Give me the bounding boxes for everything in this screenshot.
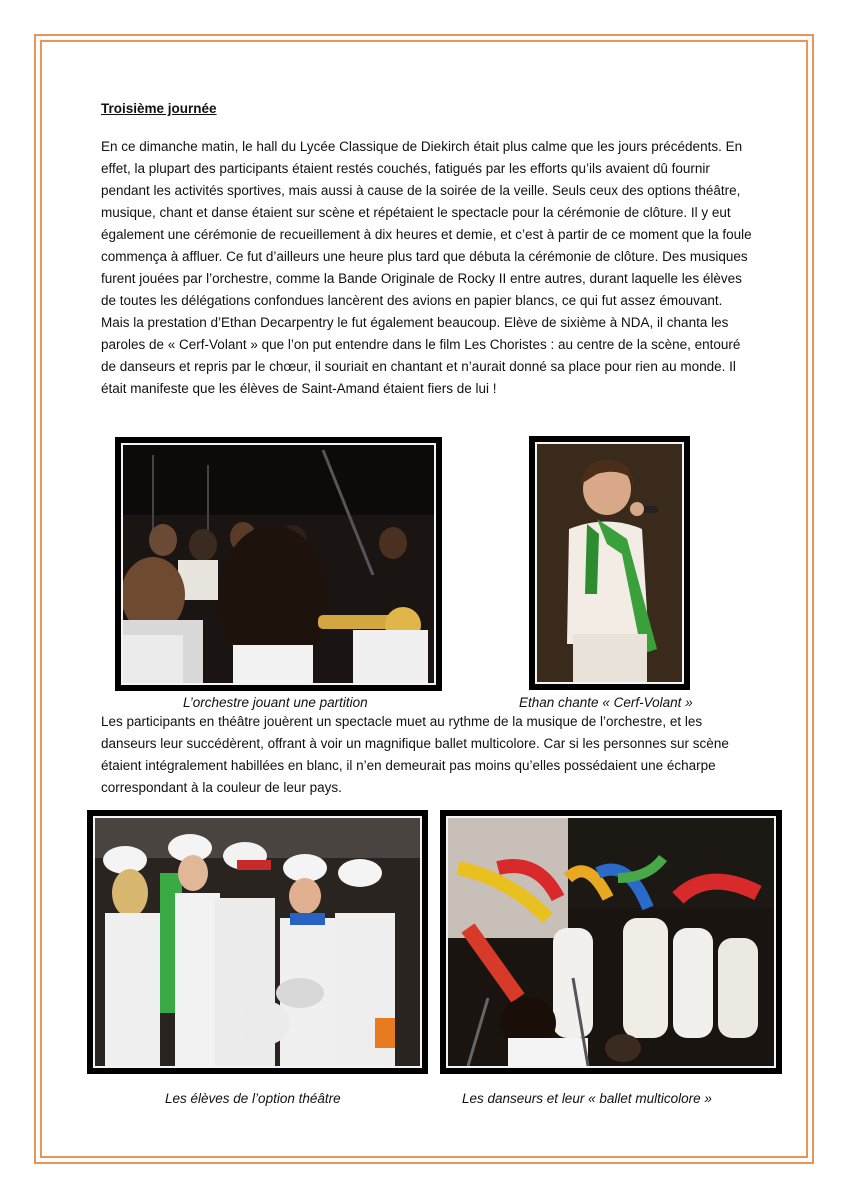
paragraph-intro: En ce dimanche matin, le hall du Lycée Classique de Diekirch était plus calme que les jours précédents. En effet, la plupart des participants étaient restés couchés, fatigués par les efforts qu’ils avaient dû fournir pendant les activités sportives, mais aussi à cause de la soirée de la veille. Seuls ceux des options théâtre, musique, chant et danse étaient sur scène et répétaient le spectacle pour la cérémonie de clôture. Il y eut également une cérémonie de recueillement à dix heures et demie, et c’est à partir de ce moment que la foule commença à affluer. Ce fut d’ailleurs une heure plus tard que débuta la cérémonie de clôture. Des musiques furent jouées par l’orchestre, comme la Bande Originale de Rocky II entre autres, durant laquelle les élèves de toutes les délégations confondues lancèrent des avions en papier blancs, ce qui fut assez émouvant. Mais la prestation d’Ethan Decarpentry le fut également beaucoup. Elève de sixième à NDA, il chanta les paroles de « Cerf-Volant » que l’on put entendre dans le film Les Choristes : au centre de la scène, entouré de danseurs et repris par le chœur, il souriait en chantant et n’aurait donné sa place pour rien au monde. Il était manifeste que les élèves de Saint-Amand étaient fiers de lui ! [101,139,752,396]
photo-orchestra [115,437,442,691]
photo-singer [529,436,690,690]
caption-theatre: Les élèves de l’option théâtre [165,1091,341,1106]
photo-theatre [87,810,428,1074]
caption-singer: Ethan chante « Cerf-Volant » [519,695,693,710]
section-heading: Troisième journée [101,101,217,116]
photo-dancers [440,810,782,1074]
caption-orchestra: L’orchestre jouant une partition [183,695,368,710]
caption-dancers: Les danseurs et leur « ballet multicolore » [462,1091,712,1106]
paragraph-performance: Les participants en théâtre jouèrent un spectacle muet au rythme de la musique de l’orchestre, et les danseurs leur succédèrent, offrant à voir un magnifique ballet multicolore. Car si les personnes sur scène étaient intégralement habillées en blanc, il n’en demeurait pas moins qu’elles possédaient une écharpe correspondant à la couleur de leur pays. [101,714,729,795]
